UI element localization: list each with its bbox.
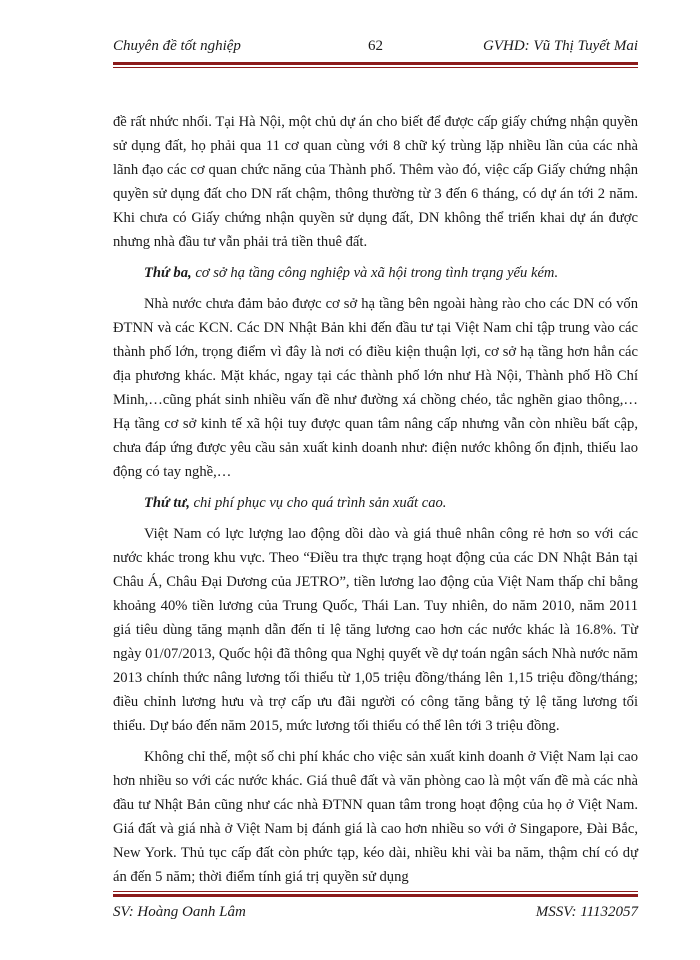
paragraph-infrastructure: Nhà nước chưa đảm bảo được cơ sở hạ tầng bên ngoài hàng rào cho các DN có vốn ĐTNN và các KCN. Các DN Nhật Bản khi đến đầu tư tại Việt Nam chỉ tập trung vào các thành phố lớn, trọng điểm vì đây là nơi có điều kiện thuận lợi, cơ sở hạ tầng hơn hẳn các địa phương khác. Mặt khác, ngay tại các thành phố lớn như Hà Nội, Thành phố Hồ Chí Minh,…cũng phát sinh nhiều vấn đề như đường xá chồng chéo, tắc nghẽn giao thông,… Hạ tầng cơ sở kinh tế xã hội tuy được quan tâm nâng cấp nhưng vẫn còn nhiều bất cập, chưa đáp ứng được yêu cầu sản xuất kinh doanh như: điện nước không ổn định, thiếu lao động có tay nghề,…	[113, 296, 638, 480]
subheading-fourth-lead: Thứ tư,	[144, 495, 190, 511]
paragraph-other-costs: Không chỉ thế, một số chi phí khác cho việc sản xuất kinh doanh ở Việt Nam lại cao hơn nhiều so với các nước khác. Giá thuê đất và văn phòng cao là một vấn đề mà các nhà đầu tư Nhật Bản cũng như các nhà ĐTNN quan tâm trong hoạt động của họ ở Việt Nam. Giá đất và giá nhà ở Việt Nam bị đánh giá là cao hơn nhiều so với ở Singapore, Đài Bắc, New York. Thủ tục cấp đất còn phức tạp, kéo dài, nhiều khi vài ba năm, thậm chí có dự án đến 5 năm; thời điểm tính giá trị quyền sử dụng	[113, 749, 638, 885]
subheading-third-lead: Thứ ba,	[144, 265, 192, 281]
subheading-fourth	[113, 491, 638, 515]
header-rule-thick	[113, 62, 638, 65]
subheading-third	[113, 261, 638, 285]
page-body	[113, 110, 638, 896]
footer-rule-thick	[113, 894, 638, 897]
footer-rule-thin	[113, 891, 638, 892]
header-title: Chuyên đề tốt nghiệp	[113, 38, 241, 54]
header-rule-thin	[113, 67, 638, 68]
subheading-third-text: cơ sở hạ tầng công nghiệp và xã hội trong tình trạng yếu kém.	[191, 265, 559, 281]
paragraph-labor-cost: Việt Nam có lực lượng lao động dồi dào và giá thuê nhân công rẻ hơn so với các nước khác trong khu vực. Theo “Điều tra thực trạng hoạt động của các DN Nhật Bản tại Châu Á, Châu Đại Dương của JETRO”, tiền lương lao động của Việt Nam thấp chỉ bằng khoảng 40% tiền lương của Trung Quốc, Thái Lan. Tuy nhiên, do năm 2010, năm 2011 giá tiêu dùng tăng mạnh dẫn đến tỉ lệ tăng lương cao hơn các nước khác là 16.8%. Từ ngày 01/07/2013, Quốc hội đã thông qua Nghị quyết về dự toán ngân sách Nhà nước năm 2013 chính thức nâng lương tối thiểu từ 1,05 triệu đồng/tháng lên 1,15 triệu đồng/tháng; điều chỉnh lương hưu và trợ cấp ưu đãi người có công tăng bằng tỷ lệ tăng lương tối thiểu. Dự báo đến năm 2015, mức lương tối thiểu có thể lên tới 3 triệu đồng.	[113, 526, 638, 734]
page-header	[113, 38, 638, 60]
subheading-fourth-text: chi phí phục vụ cho quá trình sản xuất cao.	[189, 495, 447, 511]
footer-student-id: MSSV: 11132057	[535, 904, 638, 920]
header-supervisor: GVHD: Vũ Thị Tuyết Mai	[483, 38, 638, 54]
paragraph-continuation: đề rất nhức nhối. Tại Hà Nội, một chủ dự án cho biết để được cấp giấy chứng nhận quyền sử dụng đất, họ phải qua 11 cơ quan cùng với 8 chữ ký trùng lặp nhiều lần của các nhà lãnh đạo các cơ quan chức năng của Thành phố. Thêm vào đó, việc cấp Giấy chứng nhận quyền sử dụng đất cho DN rất chậm, thông thường từ 3 đến 6 tháng, có dự án tới 2 năm. Khi chưa có Giấy chứng nhận quyền sử dụng đất, DN không thể triển khai dự án được nhưng nhà đầu tư vẫn phải trả tiền thuê đất.	[113, 114, 638, 250]
page-number: 62	[368, 38, 383, 54]
footer-student: SV: Hoàng Oanh Lâm	[113, 904, 246, 920]
